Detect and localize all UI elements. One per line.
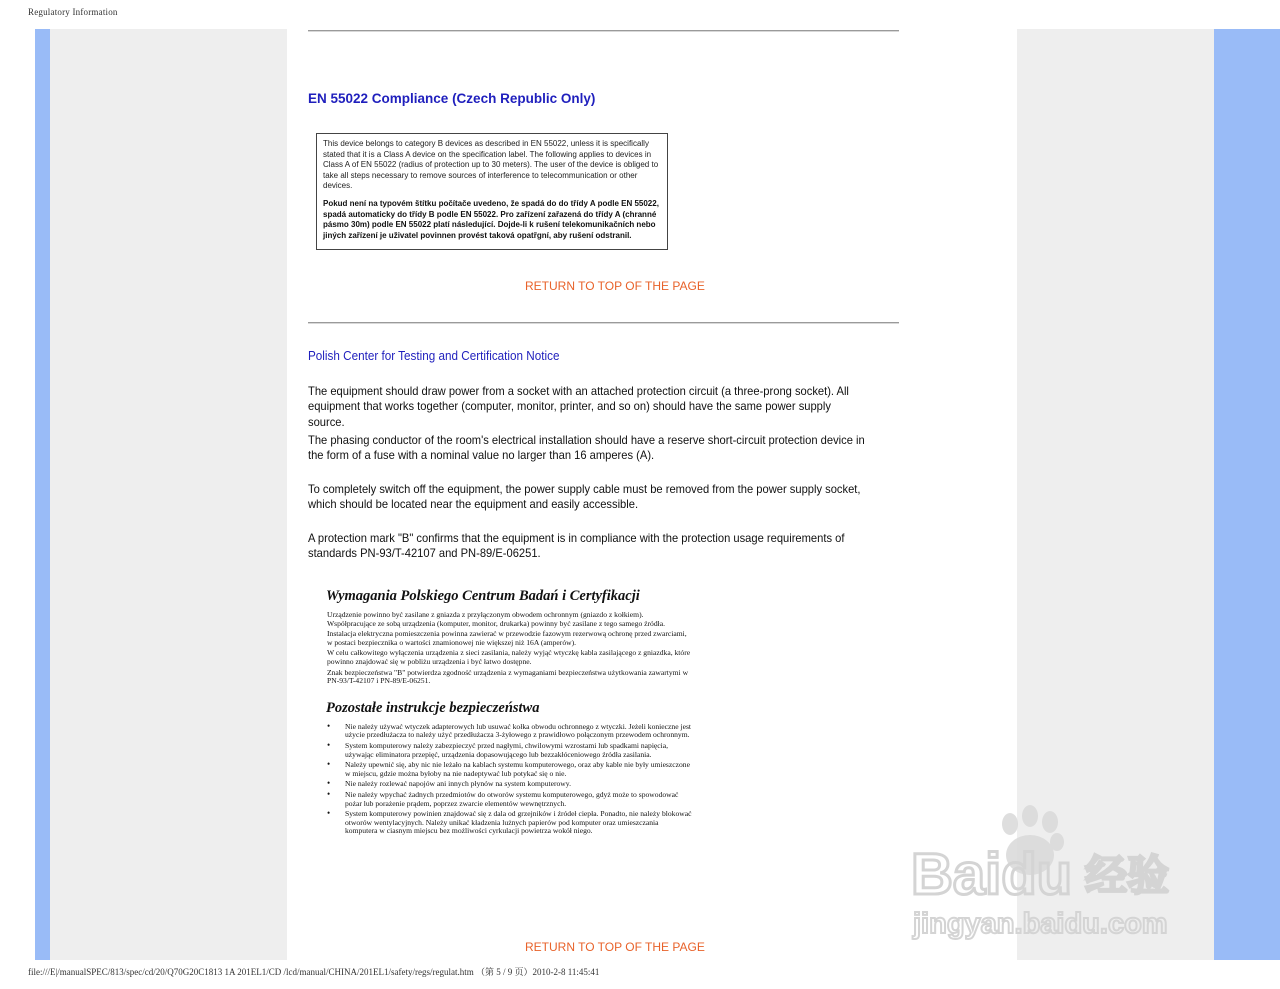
pl-paragraph: Urządzenie powinno być zasilane z gniazda z przyłączonym obwodem ochronnym (gniazdo z kołkiem). Współpracujące ze sobą urządzenia (komputer, monitor, drukarka) powinny być zasilane z tego samego źródła. (327, 610, 666, 628)
pl-paragraph: W celu całkowitego wyłączenia urządzenia z sieci zasilania, należy wyjąć wtyczkę kabla zasilającego z gniazdka, które powinno znajdować się w pobliżu urządzenia i być łatwo dostępne. (327, 648, 691, 666)
en55022-heading: EN 55022 Compliance (Czech Republic Only) (308, 91, 596, 106)
list-item: • Nie należy wpychać żadnych przedmiotów do otworów systemu komputerowego, gdyż może to spowodować pożar lub porażenie prądem, poprzez zwarcie elementów wewnętrznych. (327, 791, 692, 808)
pl-paragraph: Znak bezpieczeństwa "B" potwierdza zgodność urządzenia z wymaganiami bezpieczeństwa użytkowania zawartymi w PN-93/T-42107 i PN-89/E-06251. (327, 667, 689, 686)
polish-heading: Polish Center for Testing and Certification Notice (308, 348, 560, 363)
polish-paragraph-2: The phasing conductor of the room's electrical installation should have a reserve short-circuit protection device in the form of a fuse with a nominal value no larger than 16 amperes (A). (308, 433, 865, 463)
polish-paragraph-4: A protection mark "B" confirms that the equipment is in compliance with the protection usage requirements of standards PN-93/T-42107 and PN-89/E-06251. (308, 531, 845, 561)
en55022-notice-image (316, 133, 668, 250)
list-item: • Nie należy rozlewać napojów ani innych płynów na system komputerowy. (327, 780, 692, 789)
list-item: • System komputerowy należy zabezpieczyć przed nagłymi, chwilowymi wzrostami lub spadkami napięcia, używając eliminatora przepięć, urządzenia dopasowującego lub bezzakłóceniowego źródła zasilania. (327, 742, 692, 759)
page-header: Regulatory Information (28, 7, 118, 17)
right-blue-band (1214, 29, 1280, 960)
pl-paragraph: Instalacja elektryczna pomieszczenia powinna zawierać w przewodzie fazowym rezerwową ochronę przed zwarciami, w postaci bezpiecznika o wartości znamionowej nie większej niż 16A (amperów). (327, 629, 687, 647)
list-item: • Należy upewnić się, aby nic nie leżało na kablach systemu komputerowego, oraz aby kable nie były umieszczone w miejscu, gdzie można byłoby na nie nadeptywać lub potykać się o nie. (327, 761, 692, 778)
paw-icon (905, 800, 1205, 945)
watermark-brand: Baidu (911, 842, 1073, 907)
divider-top (308, 30, 899, 32)
watermark-url: jingyan.baidu.com (913, 908, 1168, 940)
notice-czech: Pokud není na typovém štítku počítače uvedeno, že spadá do do třídy A podle EN 55022, spadá automaticky do třídy B podle EN 55022. Pro zařízení zařazená do třídy A (chranné pásmo 30m) podle EN 55022 platí následující. Dojde-li k rušení telekomunikačních nebo jiných zařízení je uživatel povinnen provést taková opatřgní, aby rušení odstranil. (323, 198, 659, 240)
list-item: • Nie należy używać wtyczek adapterowych lub usuwać kołka obwodu ochronnego z wtyczki. Jeżeli konieczne jest użycie przedłużacza to należy użyć przedłużacza 3-żyłowego z prawidłowo połączonym przewodem ochronnym. (327, 723, 692, 740)
page-footer: file:///E|/manualSPEC/813/spec/cd/20/Q70G20C1813 1A 201EL1/CD /lcd/manual/CHINA/201EL1/safety/regs/regulat.htm （第 5 / 9 页）2010-2-8 11:45:41 (28, 967, 600, 977)
polish-requirements-image (322, 588, 692, 838)
watermark-brand-cn: 经验 (1085, 851, 1170, 900)
pl-title-other-instructions: Pozostałe instrukcje bezpieczeństwa (326, 699, 540, 716)
left-gutter (50, 29, 287, 960)
pl-title-requirements: Wymagania Polskiego Centrum Badań i Certyfikacji (326, 588, 640, 604)
polish-paragraph-3: To completely switch off the equipment, the power supply cable must be removed from the power supply socket, which should be located near the equipment and easily accessible. (308, 482, 861, 512)
divider-middle (308, 322, 899, 324)
polish-paragraph-1: The equipment should draw power from a socket with an attached protection circuit (a three-prong socket). All equipment that works together (computer, monitor, printer, and so on) should have the same power supply source. (308, 384, 849, 429)
left-blue-band (35, 29, 50, 960)
return-to-top-link[interactable]: RETURN TO TOP OF THE PAGE (525, 940, 705, 954)
pl-safety-list (322, 723, 692, 836)
list-item: • System komputerowy powinien znajdować się z dala od grzejników i źródeł ciepła. Ponadto, nie należy blokować otworów wentylacyjnych. Należy unikać kładzenia lużnych papierów pod komputer oraz umieszczania komputera w ciasnym miejscu bez możliwości cyrkulacji powietrza wokół niego. (327, 810, 692, 836)
baidu-watermark (905, 800, 1205, 945)
notice-english: This device belongs to category B devices as described in EN 55022, unless it is specifically stated that it is a Class A device on the specification label. The following applies to devices in Class A of EN 55022 (radius of protection up to 30 meters). The user of the device is obliged to take all steps necessary to remove sources of interference to telecommunication or other devices. (323, 139, 659, 191)
return-to-top-link[interactable]: RETURN TO TOP OF THE PAGE (525, 279, 705, 293)
